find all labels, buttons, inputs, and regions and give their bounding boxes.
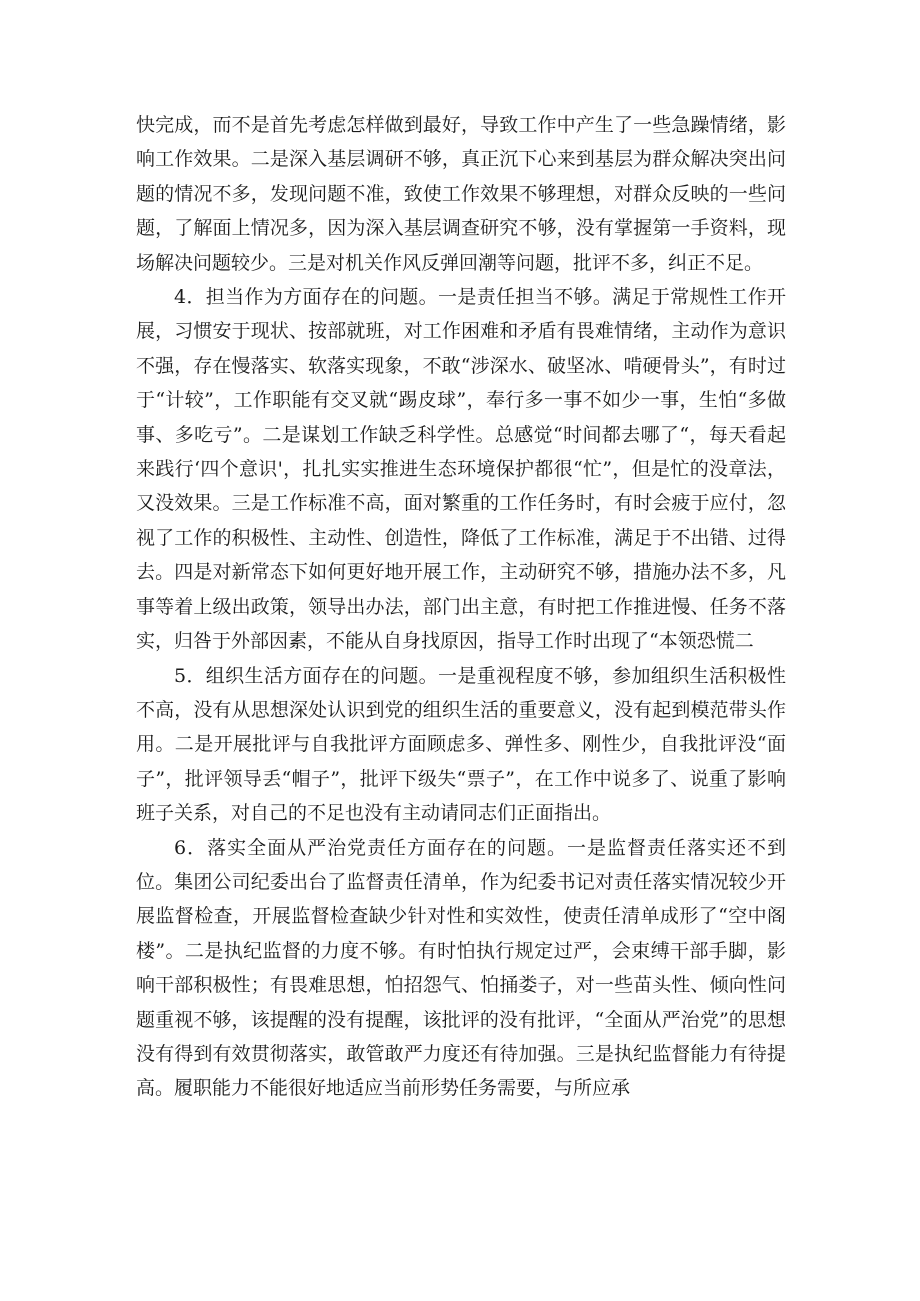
- paragraph-item-5: 5．组织生活方面存在的问题。一是重视程度不够，参加组织生活积极性不高，没有从思想深处认识到党的组织生活的重要意义，没有起到模范带头作用。二是开展批评与自我批评方面顾虑多、弹性多、刚性少，自我批评没“面子”，批评领导丢“帽子”，批评下级失“票子”，在工作中说多了、说重了影响班子关系，对自己的不足也没有主动请同志们正面指出。: [136, 664, 786, 825]
- paragraph-continuation: 快完成，而不是首先考虑怎样做到最好，导致工作中产生了一些急躁情绪，影响工作效果。二是深入基层调研不够，真正沉下心来到基层为群众解决突出问题的情况不多，发现问题不准，致使工作效果不够理想，对群众反映的一些问题，了解面上情况多，因为深入基层调查研究不够，没有掌握第一手资料，现场解决问题较少。三是对机关作风反弹回潮等问题，批评不多，纠正不足。: [136, 114, 786, 274]
- paragraph-item-4: 4．担当作为方面存在的问题。一是责任担当不够。满足于常规性工作开展，习惯安于现状、按部就班，对工作困难和矛盾有畏难情绪，主动作为意识不强，存在慢落实、软落实现象，不敢“涉深水、破坚冰、啃硬骨头”，有时过于“计较”，工作职能有交叉就“踢皮球”，奉行多一事不如少一事，生怕“多做事、多吃亏”。二是谋划工作缺乏科学性。总感觉“时间都去哪了“，每天看起来践行‘四个意识'，扎扎实实推进生态环境保护都很“忙”，但是忙的没章法，又没效果。三是工作标准不高，面对繁重的工作任务时，有时会疲于应付，忽视了工作的积极性、主动性、创造性，降低了工作标准，满足于不出错、过得去。四是对新常态下如何更好地开展工作，主动研究不够，措施办法不多，凡事等着上级出政策，领导出办法，部门出主意，有时把工作推进慢、任务不落实，归咎于外部因素，不能从自身找原因，指导工作时出现了“本领恐慌二: [136, 286, 786, 653]
- paragraph-item-6: 6．落实全面从严治党责任方面存在的问题。一是监督责任落实还不到位。集团公司纪委出台了监督责任清单，作为纪委书记对责任落实情况较少开展监督检查，开展监督检查缺少针对性和实效性，使责任清单成形了“空中阁楼”。二是执纪监督的力度不够。有时怕执行规定过严，会束缚干部手脚，影响干部积极性；有畏难思想，怕招怨气、怕捅娄子，对一些苗头性、倾向性问题重视不够，该提醒的没有提醒，该批评的没有批评，“全面从严治党”的思想没有得到有效贯彻落实，敢管敢严力度还有待加强。三是执纪监督能力有待提高。履职能力不能很好地适应当前形势任务需要，与所应承: [136, 836, 786, 1100]
- document-body: [136, 108, 786, 1106]
